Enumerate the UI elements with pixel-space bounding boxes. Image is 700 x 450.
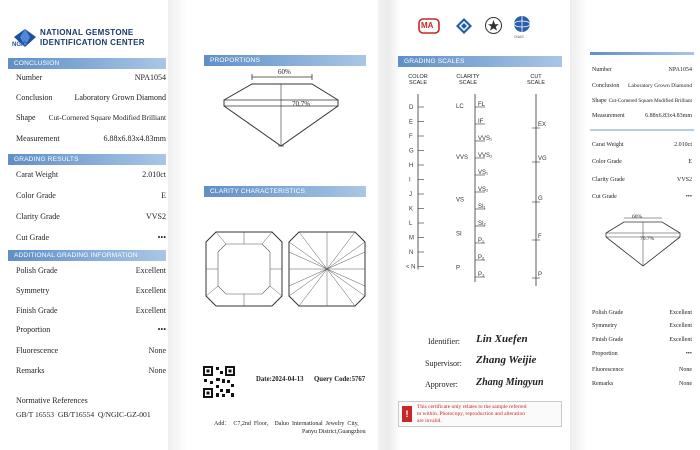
ma-mark xyxy=(418,16,440,38)
fold-shadow-2 xyxy=(378,0,400,450)
star-mark xyxy=(484,16,503,40)
conclusion-value: Laboratory Grown Diamond xyxy=(74,93,166,102)
mini-header-bar xyxy=(590,52,694,55)
proportion-value: ••• xyxy=(157,325,166,334)
color-grade-2: F xyxy=(409,134,413,140)
mini-finish-value: Excellent xyxy=(669,337,692,343)
conclusion-header: CONCLUSION xyxy=(8,58,166,69)
mini-cut-value: ••• xyxy=(685,194,692,200)
clarity-label: Clarity Grade xyxy=(16,212,60,221)
color-grade-6: J xyxy=(409,192,412,198)
polish-value: Excellent xyxy=(135,266,166,275)
qr-code xyxy=(202,365,236,399)
fold-shadow-3 xyxy=(570,0,588,450)
grading-scales-chart xyxy=(398,90,562,290)
accreditation-diamond-icon xyxy=(455,17,473,35)
address-line1: Add： C7,2nd Floor， Daluo International Jewelry City, xyxy=(214,421,359,427)
proportion-diagram xyxy=(214,70,346,150)
additional-header: ADDITIONAL GRADING INFORMATION xyxy=(8,250,166,261)
grading-scales-header: GRADING SCALES xyxy=(398,56,562,67)
clarity-grade-8: P₁ xyxy=(478,238,485,244)
logo-text: NGIC xyxy=(12,42,27,48)
approver-signature: Zhang Mingyun xyxy=(476,377,544,388)
mini-grading-bar xyxy=(590,129,694,131)
color-grade-10: N xyxy=(409,250,414,256)
clarity-grade-1: IF xyxy=(478,119,484,125)
supervisor-label: Supervisor: xyxy=(425,359,462,368)
cnas-globe-icon xyxy=(512,14,532,34)
clarity-grade-10: P₃ xyxy=(478,272,485,278)
shape-label: Shape xyxy=(16,113,36,122)
color-grade-0: D xyxy=(409,105,414,111)
clarity-grade-0: FL xyxy=(478,102,486,108)
normative-refs: GB/T 16553 GB/T16554 Q/NGIC-GZ-001 xyxy=(16,410,151,419)
conclusion-label: Conclusion xyxy=(16,93,53,102)
fold-shadow-1 xyxy=(168,0,188,450)
mini-color-label: Color Grade xyxy=(592,159,622,165)
proportions-header: PROPORTIONS xyxy=(204,55,366,66)
notice-line3: are invalid. xyxy=(417,418,442,424)
query-code: Query Code:5767 xyxy=(314,376,366,383)
fluorescence-value: None xyxy=(148,346,166,355)
color-value: E xyxy=(161,191,166,200)
clarity-group-3: SI xyxy=(456,231,462,238)
cut-scale-title: CUT SCALE xyxy=(526,74,546,86)
clarity-grade-3: VVS₂ xyxy=(478,153,493,159)
polish-label: Polish Grade xyxy=(16,266,58,275)
mini-color-value: E xyxy=(688,159,692,165)
mini-proportion-value: ••• xyxy=(685,351,692,357)
color-grade-5: I xyxy=(409,177,411,184)
fluorescence-label: Fluorescence xyxy=(16,346,59,355)
mini-proportion-label: Proportion xyxy=(592,351,618,357)
cut-grade-3: F xyxy=(538,234,542,240)
carat-value: 2.010ct xyxy=(142,170,166,179)
finish-value: Excellent xyxy=(135,306,166,315)
prop-table-pct: 60% xyxy=(278,68,291,76)
clarity-grade-4: VS₁ xyxy=(478,170,489,176)
mini-shape-value: Cut-Cornered Square Modified Brilliant xyxy=(608,98,692,104)
number-value: NPA1054 xyxy=(134,73,166,82)
shape-value: Cut-Cornered Square Modified Brilliant xyxy=(48,113,166,122)
cnas-label: CNAS xyxy=(514,35,524,39)
clarity-grade-2: VVS₁ xyxy=(478,136,493,142)
cut-grade-1: VG xyxy=(538,156,547,162)
notice-line1: This certificate only relates to the sample referred xyxy=(417,404,527,410)
clarity-grade-6: SI₁ xyxy=(478,204,486,210)
remarks-value: None xyxy=(148,366,166,375)
mini-number-value: NPA1054 xyxy=(668,67,692,73)
normative-title: Normative References xyxy=(16,396,88,405)
mini-clarity-label: Clarity Grade xyxy=(592,177,625,183)
mini-symmetry-value: Excellent xyxy=(669,323,692,329)
mini-polish-label: Polish Grade xyxy=(592,310,624,316)
supervisor-signature: Zhang Weijie xyxy=(476,354,537,366)
measurement-label: Measurement xyxy=(16,134,60,143)
mini-symmetry-label: Symmetry xyxy=(592,323,617,329)
mini-conclusion-label: Conclusion xyxy=(592,83,620,89)
clarity-grade-9: P₂ xyxy=(478,255,485,261)
mini-remarks-label: Remarks xyxy=(592,381,614,387)
color-grade-1: E xyxy=(409,119,414,126)
mini-fluorescence-label: Fluorescence xyxy=(592,367,624,373)
color-scale-title: COLOR SCALE xyxy=(408,74,428,86)
mini-measurement-value: 6.88x6.83x4.83mm xyxy=(645,113,692,119)
identifier-label: Identifier: xyxy=(428,337,460,346)
mini-table-pct: 60% xyxy=(632,214,643,220)
cut-grade-4: P xyxy=(538,272,543,278)
mini-fluorescence-value: None xyxy=(679,367,692,373)
carat-label: Carat Weight xyxy=(16,170,59,179)
mini-number-label: Number xyxy=(592,67,612,73)
approver-label: Approver: xyxy=(425,380,458,389)
cut-grade-0: EX xyxy=(538,122,547,128)
clarity-group-2: VS xyxy=(456,197,465,204)
color-grade-3: G xyxy=(409,148,414,155)
mini-finish-label: Finish Grade xyxy=(592,337,624,343)
clarity-plot-crown xyxy=(204,230,284,308)
address-line2: Panyu District,Guangzhou xyxy=(302,429,366,435)
notice-box xyxy=(398,401,562,427)
color-label: Color Grade xyxy=(16,191,56,200)
proportion-label: Proportion xyxy=(16,325,51,334)
mini-measurement-label: Measurement xyxy=(592,113,625,119)
color-grade-8: L xyxy=(409,221,413,227)
org-name-line2: IDENTIFICATION CENTER xyxy=(40,38,145,47)
cut-label: Cut Grade xyxy=(16,233,50,242)
symmetry-value: Excellent xyxy=(135,286,166,295)
notice-line2: to within. Photocopy, reproduction and alteration xyxy=(417,411,525,417)
warning-icon: ! xyxy=(402,406,412,422)
mini-conclusion-value: Laboratory Grown Diamond xyxy=(627,83,692,89)
org-name-line1: NATIONAL GEMSTONE xyxy=(40,28,134,37)
mini-depth-pct: 70.7% xyxy=(640,236,655,242)
accreditation-mark xyxy=(455,17,473,40)
grading-results-header: GRADING RESULTS xyxy=(8,154,166,165)
mini-remarks-value: None xyxy=(679,381,692,387)
issue-date: Date:2024-04-13 xyxy=(256,376,304,383)
clarity-grade-7: SI₂ xyxy=(478,221,486,227)
symmetry-label: Symmetry xyxy=(16,286,50,295)
remarks-label: Remarks xyxy=(16,366,45,375)
star-seal-icon xyxy=(484,16,503,35)
clarity-group-1: VVS xyxy=(456,155,469,161)
number-label: Number xyxy=(16,73,43,82)
mini-clarity-value: VVS2 xyxy=(676,177,692,183)
clarity-group-4: P xyxy=(456,265,461,272)
identifier-signature: Lin Xuefen xyxy=(476,333,528,345)
color-grade-11: < N xyxy=(406,264,416,271)
color-grade-4: H xyxy=(409,163,414,169)
prop-depth-pct: 70.7% xyxy=(292,100,311,108)
clarity-header: CLARITY CHARACTERISTICS xyxy=(204,186,366,197)
cnas-mark xyxy=(512,14,532,39)
clarity-grade-5: VS₂ xyxy=(478,187,489,193)
cut-grade-2: G xyxy=(538,196,543,202)
cut-value: ••• xyxy=(157,233,166,242)
clarity-value: VVS2 xyxy=(145,212,166,221)
mini-carat-value: 2.010ct xyxy=(674,142,692,148)
mini-carat-label: Carat Weight xyxy=(592,142,624,148)
mini-cut-label: Cut Grade xyxy=(592,194,617,200)
color-grade-7: K xyxy=(409,206,414,213)
clarity-scale-title: CLARITY SCALE xyxy=(456,74,480,86)
color-grade-9: M xyxy=(409,235,414,242)
ma-mark-text: MA xyxy=(421,21,434,30)
clarity-plot-pavilion xyxy=(287,230,367,308)
measurement-value: 6.88x6.83x4.83mm xyxy=(103,134,166,143)
mini-shape-label: Shape xyxy=(592,98,607,104)
finish-label: Finish Grade xyxy=(16,306,58,315)
clarity-group-0: LC xyxy=(456,104,464,110)
mini-polish-value: Excellent xyxy=(669,310,692,316)
